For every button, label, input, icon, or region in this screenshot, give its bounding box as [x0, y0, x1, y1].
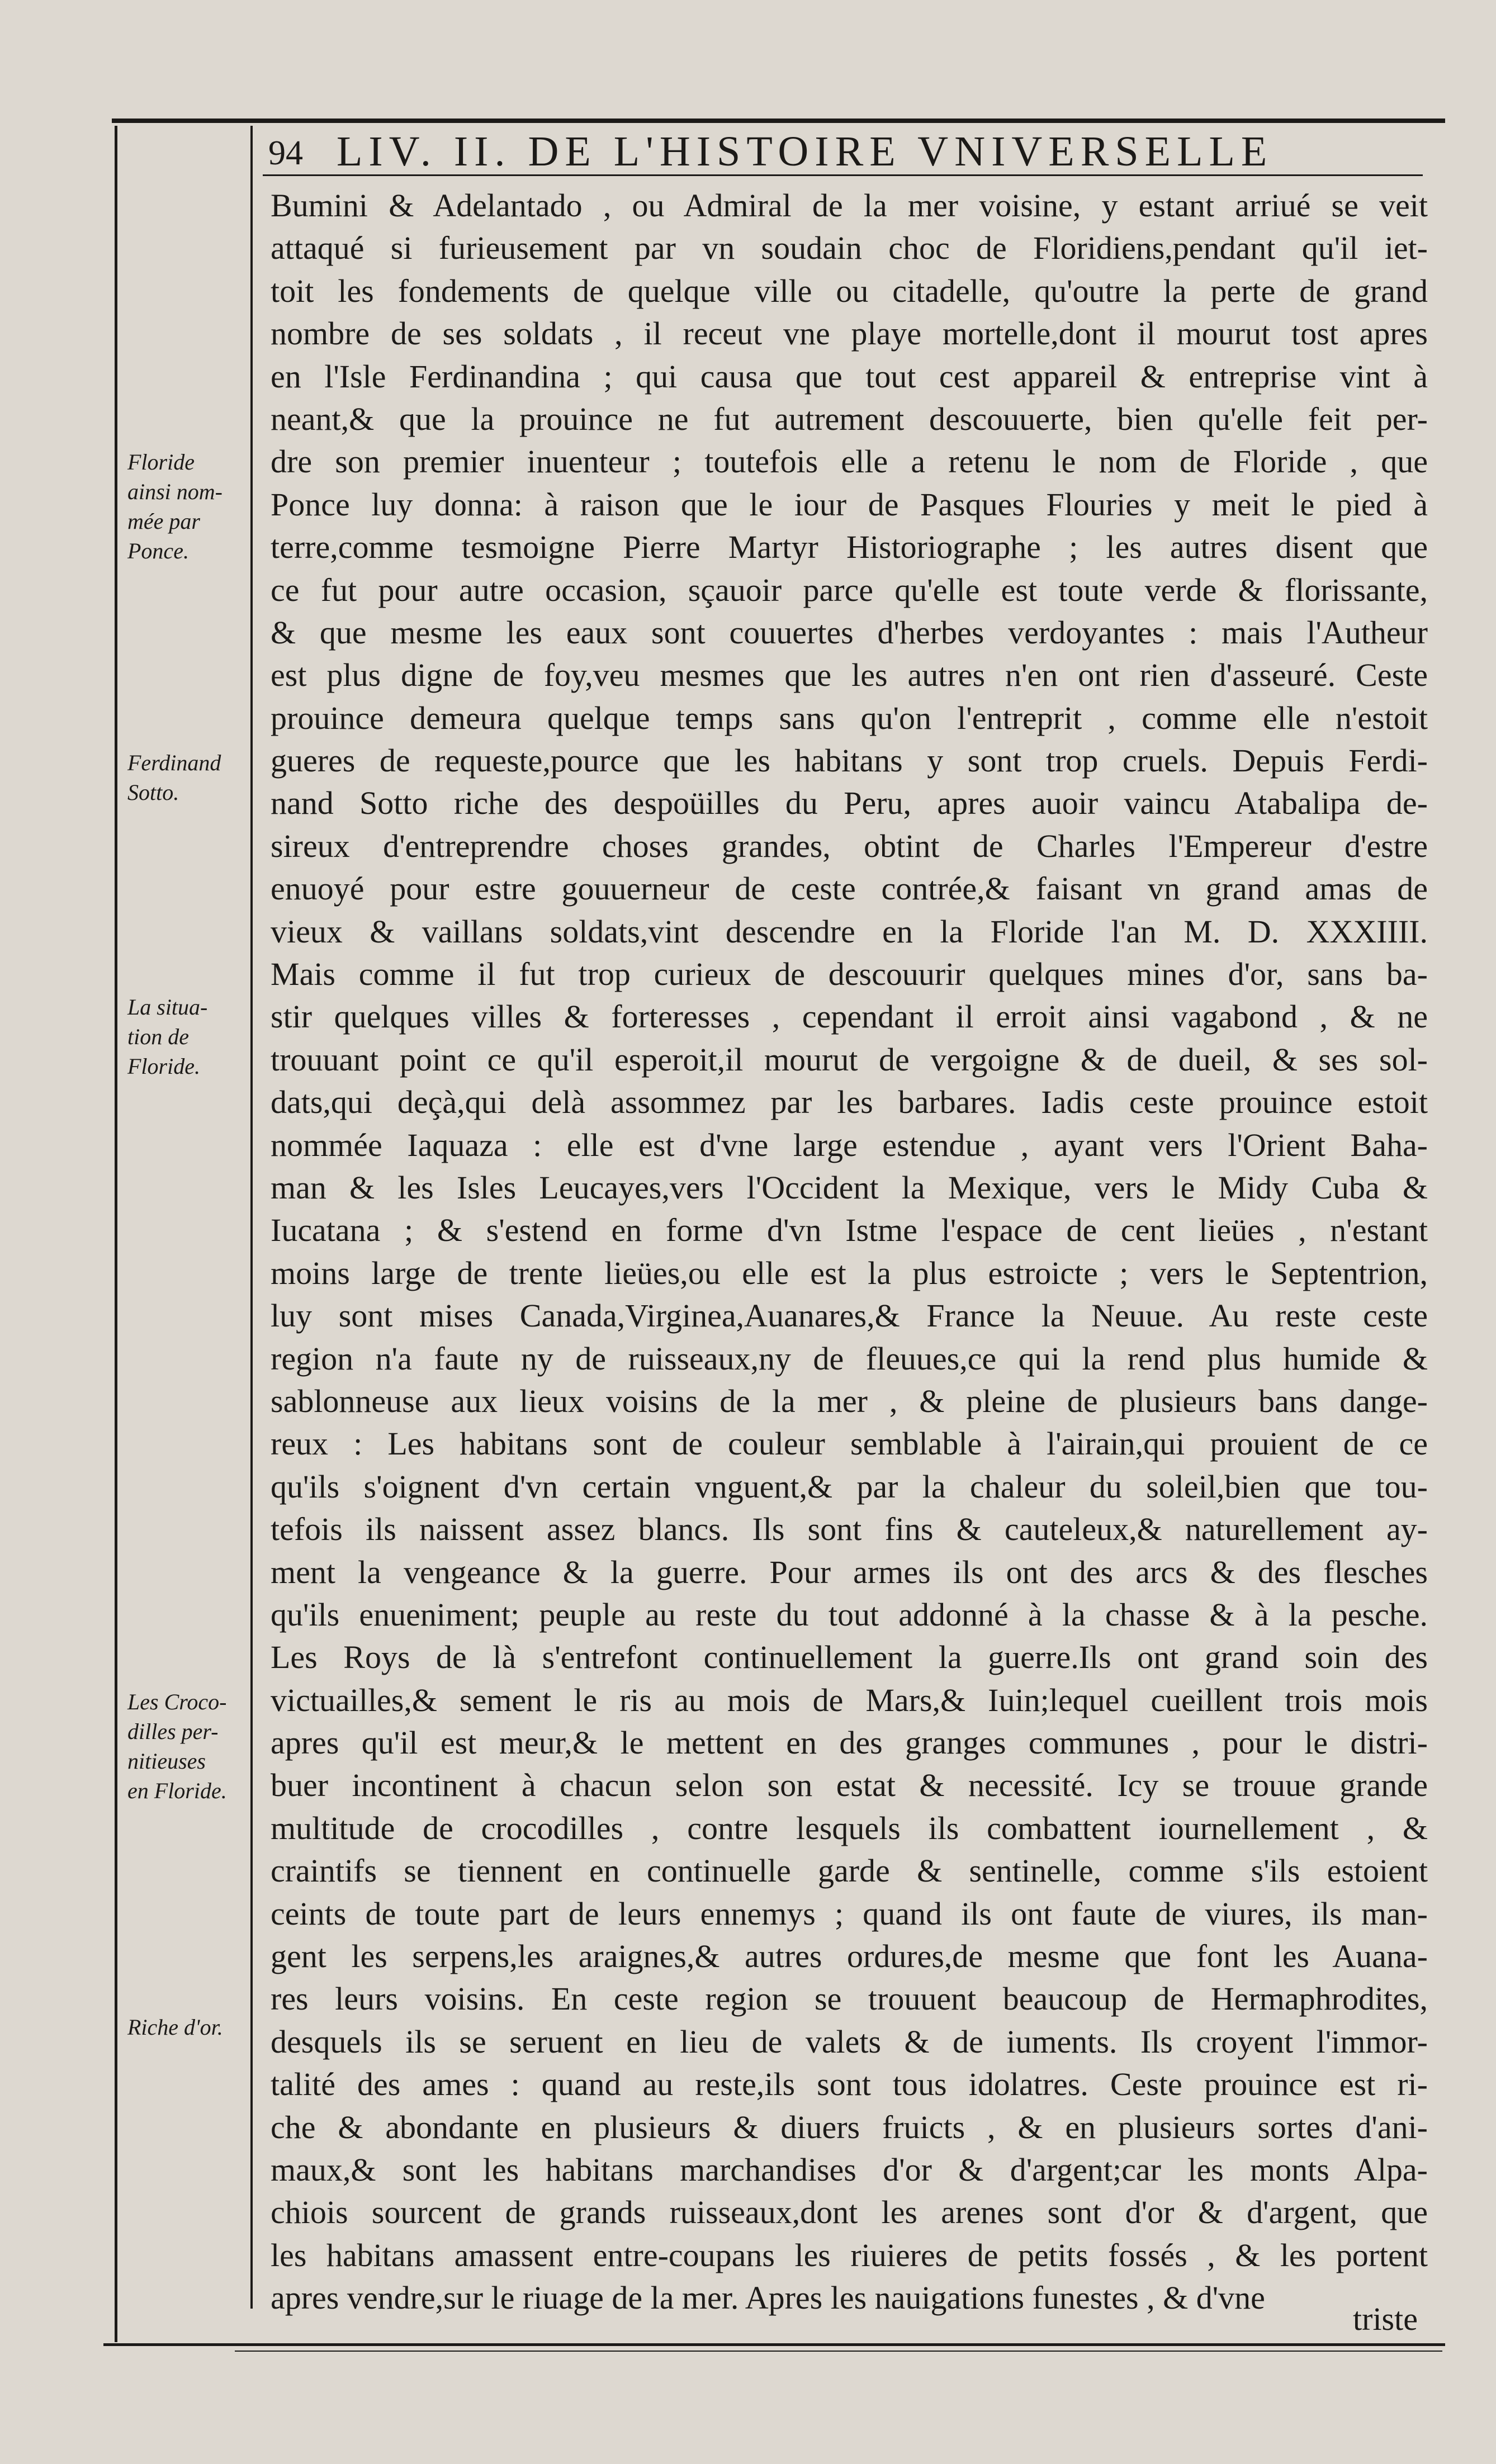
- text-line: apres qu'il est meur,& le mettent en des granges communes , pour le distri-: [271, 1724, 1428, 1761]
- text-line: Les Roys de là s'entrefont continuellement la guerre.Ils ont grand soin des: [271, 1639, 1428, 1676]
- text-line: multitude de crocodilles , contre lesquels ils combattent iournellement , &: [271, 1809, 1428, 1846]
- text-line: qu'ils enueniment; peuple au reste du tout addonné à la chasse & à la pesche.: [271, 1596, 1428, 1633]
- text-line: vieux & vaillans soldats,vint descendre en la Floride l'an M. D. XXXIIII.: [271, 913, 1428, 950]
- text-line: region n'a faute ny de ruisseaux,ny de fleuues,ce qui la rend plus humide &: [271, 1340, 1428, 1377]
- text-line: Bumini & Adelantado , ou Admiral de la mer voisine, y estant arriué se veit: [271, 187, 1428, 224]
- text-line: qu'ils s'oignent d'vn certain vnguent,& par la chaleur du soleil,bien que tou-: [271, 1468, 1428, 1505]
- text-line: reux : Les habitans sont de couleur semblable à l'airain,qui prouient de ce: [271, 1425, 1428, 1462]
- text-line: prouince demeura quelque temps sans qu'on l'entreprit , comme elle n'estoit: [271, 699, 1428, 736]
- margin-note-line: Riche d'or.: [127, 2015, 223, 2040]
- text-line: Ponce luy donna: à raison que le iour de Pasques Flouries y meit le pied à: [271, 486, 1428, 523]
- text-line: maux,& sont les habitans marchandises d'or & d'argent;car les monts Alpa-: [271, 2151, 1428, 2188]
- text-line: attaqué si furieusement par vn soudain choc de Floridiens,pendant qu'il iet-: [271, 230, 1428, 267]
- margin-note-ferdinand-sotto: [127, 748, 246, 807]
- text-line: nommée Iaquaza : elle est d'vne large estendue , ayant vers l'Orient Baha-: [271, 1126, 1428, 1163]
- catchword: triste: [1353, 2301, 1418, 2337]
- text-line: man & les Isles Leucayes,vers l'Occident la Mexique, vers le Midy Cuba &: [271, 1169, 1428, 1206]
- text-line: est plus digne de foy,veu mesmes que les autres n'en ont rien d'asseuré. Ceste: [271, 657, 1428, 694]
- text-line: moins large de trente lieües,ou elle est la plus estroicte ; vers le Septentrion,: [271, 1254, 1428, 1291]
- body-text: [271, 184, 1428, 2320]
- margin-note-line: dilles per-: [127, 1719, 219, 1744]
- text-line: les habitans amassent entre-coupans les riuieres de petits fossés , & les portent: [271, 2236, 1428, 2273]
- running-title: LIV. II. DE L'HISTOIRE VNIVERSELLE: [337, 128, 1274, 175]
- text-line: talité des ames : quand au reste,ils sont tous idolatres. Ceste prouince est ri-: [271, 2066, 1428, 2103]
- text-line: enuoyé pour estre gouuerneur de ceste contrée,& faisant vn grand amas de: [271, 870, 1428, 907]
- text-line: toit les fondements de quelque ville ou citadelle, qu'outre la perte de grand: [271, 272, 1428, 309]
- margin-note-line: en Floride.: [127, 1778, 227, 1803]
- margin-note-line: Sotto.: [127, 780, 179, 805]
- margin-note-line: tion de: [127, 1024, 189, 1049]
- margin-note-line: Ponce.: [127, 538, 189, 563]
- text-line: ceints de toute part de leurs ennemys ; quand ils ont faute de viures, ils man-: [271, 1895, 1428, 1932]
- text-line: nand Sotto riche des despoüilles du Peru, apres auoir vaincu Atabalipa de-: [271, 785, 1428, 822]
- margin-note-line: Floride: [127, 449, 195, 475]
- text-line: desquels ils se seruent en lieu de valets & de iuments. Ils croyent l'immor-: [271, 2023, 1428, 2060]
- text-line: luy sont mises Canada,Virginea,Auanares,& France la Neuue. Au reste ceste: [271, 1297, 1428, 1334]
- bottom-rule-thin: [235, 2351, 1442, 2352]
- text-line: buer incontinent à chacun selon son estat & necessité. Icy se trouue grande: [271, 1767, 1428, 1804]
- text-line: craintifs se tiennent en continuelle garde & sentinelle, comme s'ils estoient: [271, 1852, 1428, 1889]
- text-line: en l'Isle Ferdinandina ; qui causa que tout cest appareil & entreprise vint à: [271, 358, 1428, 395]
- margin-note-riche-dor: [127, 2012, 246, 2042]
- margin-note-line: nitieuses: [127, 1749, 206, 1774]
- text-line: nombre de ses soldats , il receut vne playe mortelle,dont il mourut tost apres: [271, 315, 1428, 352]
- margin-note-line: La situa-: [127, 994, 208, 1020]
- text-line: res leurs voisins. En ceste region se trouuent beaucoup de Hermaphrodites,: [271, 1980, 1428, 2017]
- margin-note-situation-floride: [127, 992, 246, 1081]
- text-line: dre son premier inuenteur ; toutefois elle a retenu le nom de Floride , que: [271, 443, 1428, 480]
- text-line: dats,qui deçà,qui delà assommez par les barbares. Iadis ceste prouince estoit: [271, 1084, 1428, 1121]
- text-line: Mais comme il fut trop curieux de descouurir quelques mines d'or, sans ba-: [271, 956, 1428, 993]
- text-line: chiois sourcent de grands ruisseaux,dont les arenes sont d'or & d'argent, que: [271, 2194, 1428, 2231]
- margin-note-line: Ferdinand: [127, 750, 221, 775]
- running-head: [268, 122, 1431, 175]
- text-line: terre,comme tesmoigne Pierre Martyr Historiographe ; les autres disent que: [271, 529, 1428, 566]
- bottom-rule: [103, 2343, 1445, 2346]
- text-line: trouuant point ce qu'il esperoit,il mourut de vergoigne & de dueil, & ses sol-: [271, 1041, 1428, 1078]
- text-line: sireux d'entreprendre choses grandes, obtint de Charles l'Empereur d'estre: [271, 827, 1428, 864]
- margin-note-floride-ainsi-nommee: [127, 447, 246, 566]
- margin-note-line: Les Croco-: [127, 1689, 227, 1714]
- margin-note-line: Floride.: [127, 1054, 200, 1079]
- text-line: & que mesme les eaux sont couuertes d'herbes verdoyantes : mais l'Autheur: [271, 614, 1428, 651]
- margin-note-line: mée par: [127, 509, 200, 534]
- text-line: che & abondante en plusieurs & diuers fruicts , & en plusieurs sortes d'ani-: [271, 2108, 1428, 2145]
- text-line: gueres de requeste,pource que les habitans y sont trop cruels. Depuis Ferdi-: [271, 742, 1428, 779]
- margin-outer-rule: [115, 126, 117, 2342]
- text-line: ce fut pour autre occasion, sçauoir parce qu'elle est toute verde & florissante,: [271, 571, 1428, 608]
- margin-note-line: ainsi nom-: [127, 479, 222, 504]
- text-line: sablonneuse aux lieux voisins de la mer , & pleine de plusieurs bans dange-: [271, 1382, 1428, 1419]
- page-number: 94: [268, 134, 303, 172]
- text-line: neant,& que la prouince ne fut autrement descouuerte, bien qu'elle feit per-: [271, 400, 1428, 437]
- text-line: stir quelques villes & forteresses , cependant il erroit ainsi vagabond , & ne: [271, 998, 1428, 1035]
- text-line: tefois ils naissent assez blancs. Ils sont fins & cauteleux,& naturellement ay-: [271, 1511, 1428, 1548]
- margin-inner-rule: [250, 126, 253, 2309]
- text-line: ment la vengeance & la guerre. Pour armes ils ont des arcs & des flesches: [271, 1553, 1428, 1590]
- text-line: victuailles,& sement le ris au mois de Mars,& Iuin;lequel cueillent trois mois: [271, 1681, 1428, 1718]
- text-line: gent les serpens,les araignes,& autres ordures,de mesme que font les Auana-: [271, 1938, 1428, 1975]
- margin-note-crocodilles: [127, 1687, 246, 1806]
- text-line: Iucatana ; & s'estend en forme d'vn Istme l'espace de cent lieües , n'estant: [271, 1212, 1428, 1249]
- text-line: apres vendre,sur le riuage de la mer. Apres les nauigations funestes , & d'vne: [271, 2280, 1265, 2316]
